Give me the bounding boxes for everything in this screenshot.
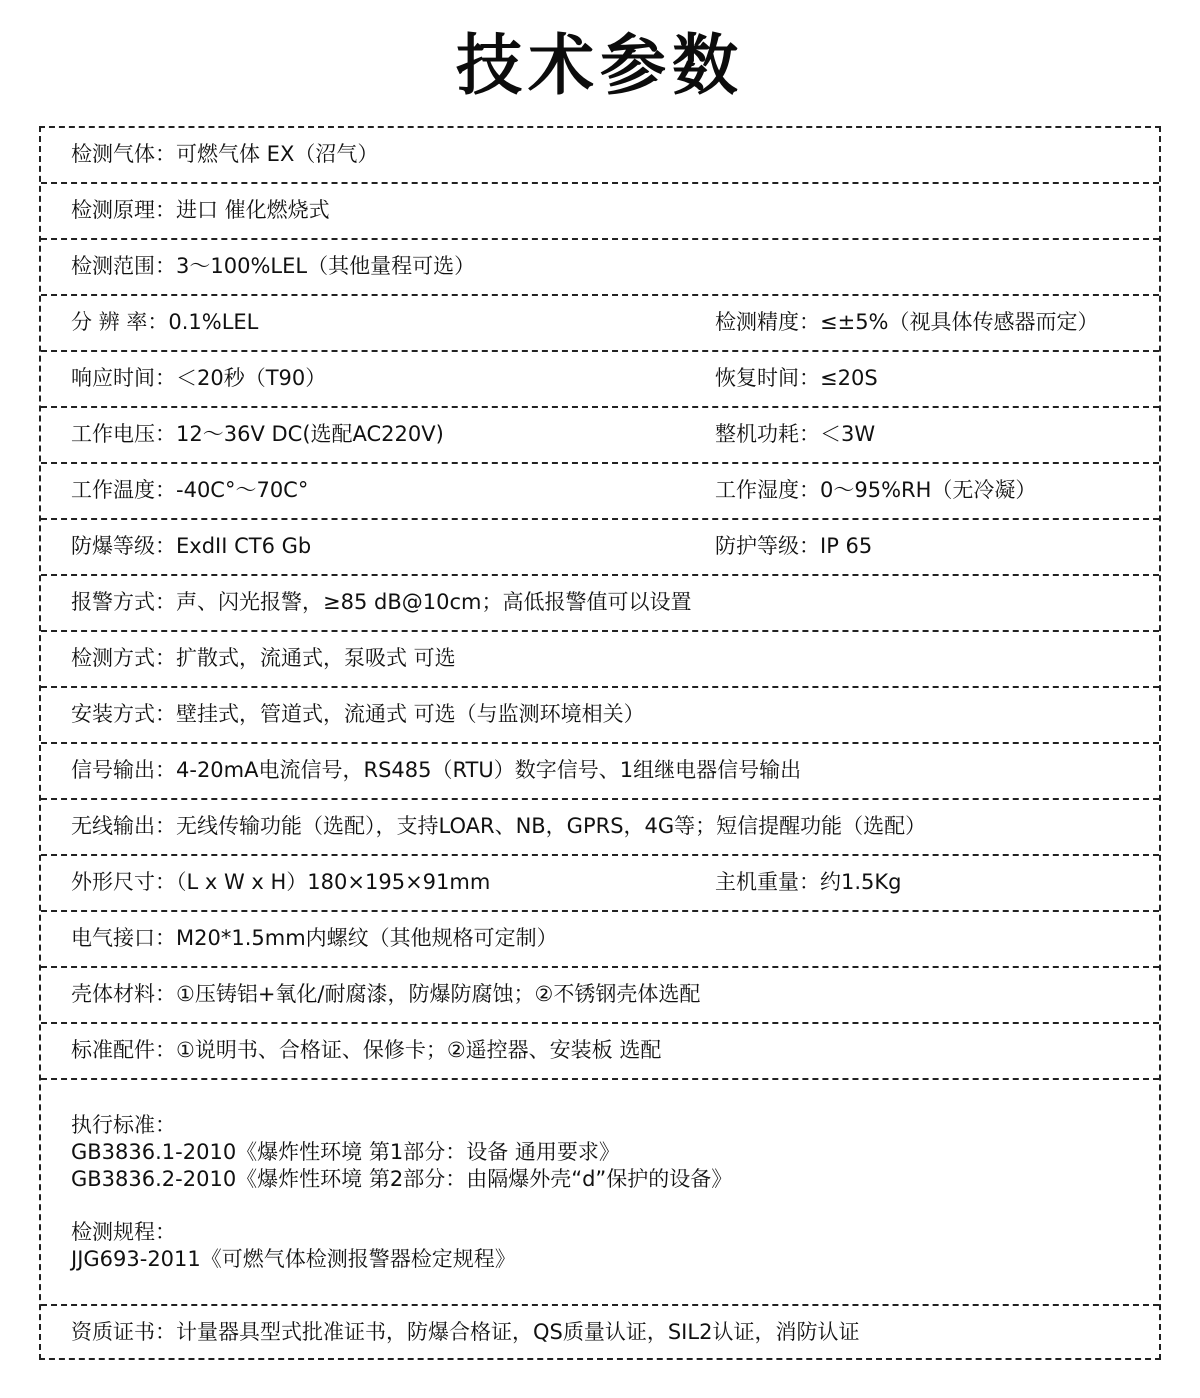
spec-recovery-time: 恢复时间：≤20S — [715, 366, 878, 390]
page-title: 技术参数 — [456, 27, 744, 104]
spec-detection-mode: 检测方式：扩散式，流通式，泵吸式 可选 — [71, 646, 456, 670]
spec-row-certification — [41, 1306, 1159, 1362]
spec-row-response — [41, 352, 1159, 408]
spec-row-accessories — [41, 1024, 1159, 1080]
standards-heading: 执行标准： — [71, 1113, 176, 1137]
spec-housing-material: 壳体材料：①压铸铝+氧化/耐腐漆，防爆防腐蚀；②不锈钢壳体选配 — [71, 982, 701, 1006]
spec-signal-output: 信号输出：4-20mA电流信号，RS485（RTU）数字信号、1组继电器信号输出 — [71, 758, 802, 782]
spec-electrical-interface: 电气接口：M20*1.5mm内螺纹（其他规格可定制） — [71, 926, 558, 950]
spec-power: 整机功耗：＜3W — [715, 422, 876, 446]
spec-row-range — [41, 240, 1159, 296]
spec-row-standards — [41, 1080, 1159, 1306]
spec-accuracy: 检测精度：≤±5%（视具体传感器而定） — [715, 310, 1099, 334]
spec-voltage: 工作电压：12～36V DC(选配AC220V) — [71, 422, 444, 446]
spec-gas: 检测气体：可燃气体 EX（沼气） — [71, 142, 379, 166]
spec-row-electrical-interface — [41, 912, 1159, 968]
spec-row-principle — [41, 184, 1159, 240]
spec-weight: 主机重量：约1.5Kg — [715, 870, 902, 894]
spec-temperature: 工作温度：-40C°～70C° — [71, 478, 309, 502]
spec-installation: 安装方式：壁挂式，管道式，流通式 可选（与监测环境相关） — [71, 702, 645, 726]
spec-row-resolution — [41, 296, 1159, 352]
spec-resolution: 分 辨 率：0.1%LEL — [71, 310, 259, 334]
spec-row-explosion-proof — [41, 520, 1159, 576]
spec-row-dimensions — [41, 856, 1159, 912]
spec-row-gas — [41, 128, 1159, 184]
spec-alarm-mode: 报警方式：声、闪光报警，≥85 dB@10cm；高低报警值可以设置 — [71, 590, 692, 614]
spec-response-time: 响应时间：＜20秒（T90） — [71, 366, 327, 390]
spec-dimensions: 外形尺寸：（L x W x H）180×195×91mm — [71, 870, 491, 894]
spec-row-temperature — [41, 464, 1159, 520]
spec-row-wireless-output — [41, 800, 1159, 856]
spec-accessories: 标准配件：①说明书、合格证、保修卡；②遥控器、安装板 选配 — [71, 1038, 662, 1062]
spec-row-housing — [41, 968, 1159, 1024]
spec-humidity: 工作湿度：0～95%RH（无冷凝） — [715, 478, 1037, 502]
spec-protection-grade: 防护等级：IP 65 — [715, 534, 873, 558]
spec-explosion-grade: 防爆等级：ExdII CT6 Gb — [71, 534, 312, 558]
spec-wireless-output: 无线输出：无线传输功能（选配），支持LOAR、NB，GPRS，4G等；短信提醒功能（选配） — [71, 814, 927, 838]
procedure-item: JJG693-2011《可燃气体检测报警器检定规程》 — [71, 1247, 516, 1271]
standard-item: GB3836.1-2010《爆炸性环境 第1部分：设备 通用要求》 — [71, 1140, 620, 1164]
spec-range: 检测范围：3～100%LEL（其他量程可选） — [71, 254, 476, 278]
standard-item: GB3836.2-2010《爆炸性环境 第2部分：由隔爆外壳“d”保护的设备》 — [71, 1167, 733, 1191]
spec-row-alarm — [41, 576, 1159, 632]
spec-row-voltage — [41, 408, 1159, 464]
spec-table — [39, 126, 1161, 1360]
spec-row-detection-mode — [41, 632, 1159, 688]
spec-certification: 资质证书：计量器具型式批准证书，防爆合格证，QS质量认证，SIL2认证，消防认证 — [71, 1320, 860, 1344]
spec-row-signal-output — [41, 744, 1159, 800]
spec-row-installation — [41, 688, 1159, 744]
procedure-heading: 检测规程： — [71, 1220, 176, 1244]
spec-principle: 检测原理：进口 催化燃烧式 — [71, 198, 330, 222]
